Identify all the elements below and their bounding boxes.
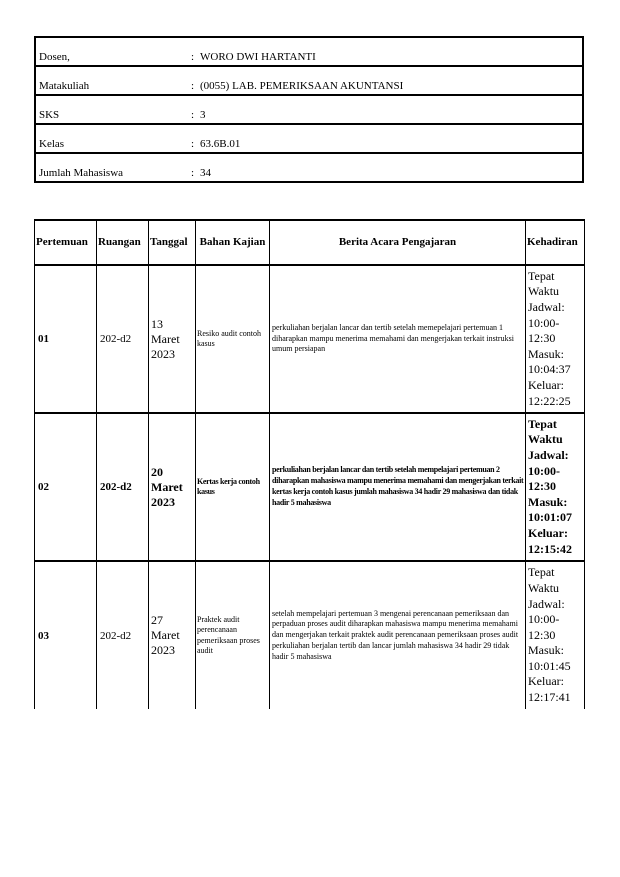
cell-bahan-kajian: Resiko audit contoh kasus <box>196 265 270 413</box>
cell-ruangan: 202-d2 <box>97 265 149 413</box>
info-label: Matakuliah <box>35 66 188 95</box>
info-row-jumlah-mahasiswa <box>35 153 583 182</box>
info-value: 34 <box>197 153 583 182</box>
info-row-kelas <box>35 124 583 153</box>
info-separator: : <box>188 66 197 95</box>
info-row-matakuliah <box>35 66 583 95</box>
cell-bahan-kajian: Kertas kerja contoh kasus <box>196 413 270 561</box>
info-value: 3 <box>197 95 583 124</box>
info-label: SKS <box>35 95 188 124</box>
info-row-sks <box>35 95 583 124</box>
cell-berita-acara: setelah mempelajari pertemuan 3 mengenai perencanaan pemeriksaan dan perpaduan proses audit diharapkan mahasiswa mampu menerima memahami dan mengerjakan terkait praktek audit perencanaan pemeriksaan proses audit perkuliahan berjalan tertib dan lancar jumlah mahasiswa 34 hadir 29 tidak hadir 5 mahasiswa <box>270 561 526 709</box>
cell-pertemuan: 02 <box>35 413 97 561</box>
cell-tanggal: 27 Maret 2023 <box>149 561 196 709</box>
course-info-table <box>34 36 584 183</box>
info-separator: : <box>188 95 197 124</box>
info-label: Jumlah Mahasiswa <box>35 153 188 182</box>
header-kehadiran: Kehadiran <box>526 220 585 265</box>
cell-ruangan: 202-d2 <box>97 561 149 709</box>
cell-tanggal: 20 Maret 2023 <box>149 413 196 561</box>
info-separator: : <box>188 124 197 153</box>
info-value: (0055) LAB. PEMERIKSAAN AKUNTANSI <box>197 66 583 95</box>
cell-pertemuan: 01 <box>35 265 97 413</box>
header-ruangan: Ruangan <box>97 220 149 265</box>
cell-kehadiran: Tepat Waktu Jadwal: 10:00-12:30 Masuk: 10:04:37 Keluar: 12:22:25 <box>526 265 585 413</box>
cell-kehadiran: Tepat Waktu Jadwal: 10:00-12:30 Masuk: 10:01:45 Keluar: 12:17:41 <box>526 561 585 709</box>
info-value: WORO DWI HARTANTI <box>197 37 583 66</box>
cell-pertemuan: 03 <box>35 561 97 709</box>
header-berita-acara: Berita Acara Pengajaran <box>270 220 526 265</box>
teaching-log-table <box>34 219 585 709</box>
header-bahan-kajian: Bahan Kajian <box>196 220 270 265</box>
cell-bahan-kajian: Praktek audit perencanaan pemeriksaan proses audit <box>196 561 270 709</box>
table-row <box>35 265 585 413</box>
info-row-dosen <box>35 37 583 66</box>
cell-berita-acara: perkuliahan berjalan lancar dan tertib setelah mempelajari pertemuan 2 diharapkan mahasiswa mampu menerima memahami dan mengerjakan terkait kertas kerja contoh kasus jumlah mahasiswa 34 hadir 29 mahasiswa dan tidak hadir 5 mahasiswa <box>270 413 526 561</box>
table-row <box>35 413 585 561</box>
cell-tanggal: 13 Maret 2023 <box>149 265 196 413</box>
cell-berita-acara: perkuliahan berjalan lancar dan tertib setelah memepelajari pertemuan 1 diharapkan mampu menerima memahami dan mengerjakan terkait instruksi umum persiapan <box>270 265 526 413</box>
info-label: Kelas <box>35 124 188 153</box>
header-tanggal: Tanggal <box>149 220 196 265</box>
info-value: 63.6B.01 <box>197 124 583 153</box>
cell-kehadiran: Tepat Waktu Jadwal: 10:00-12:30 Masuk: 10:01:07 Keluar: 12:15:42 <box>526 413 585 561</box>
table-header-row <box>35 220 585 265</box>
info-separator: : <box>188 37 197 66</box>
info-label: Dosen, <box>35 37 188 66</box>
cell-ruangan: 202-d2 <box>97 413 149 561</box>
table-row <box>35 561 585 709</box>
info-separator: : <box>188 153 197 182</box>
header-pertemuan: Pertemuan <box>35 220 97 265</box>
